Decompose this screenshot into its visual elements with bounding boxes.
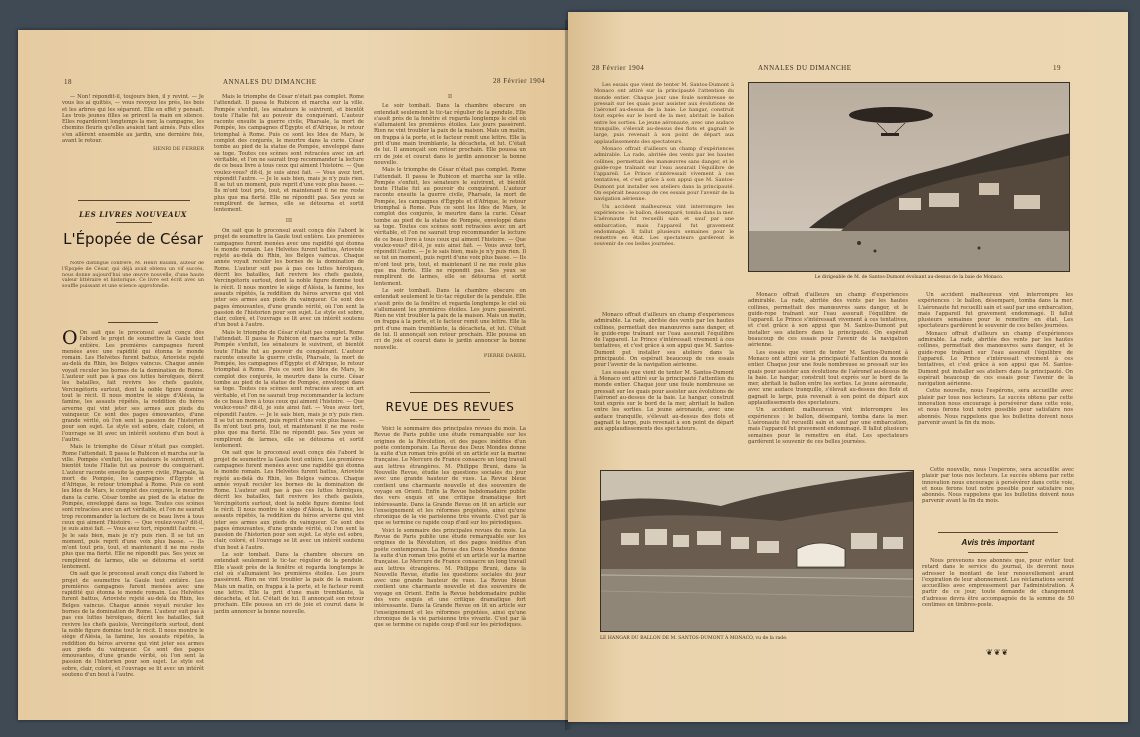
right-col3 <box>918 292 1073 462</box>
paragraph: Mais le triomphe de César n'était pas complet. Rome l'attendait. Il passa le Rubicon et marcha sur la ville. Pompée s'enfuit, les sénateurs le suivirent, et bientôt toute l'Italie fut au pouvoir du conquérant. L'auteur raconte ensuite la guerre civile, Pharsale, la mort de Pompée, les campagnes d'Égypte et d'Afrique, le retour triomphal à Rome. Puis ce sont les Ides de Mars, le complot des conjurés, le meurtre dans la curie. César tombe au pied de la statue de Pompée, enveloppé dans sa toge. Toutes ces scènes sont retracées avec un art véritable, et l'on ne saurait trop recommander la lecture de ce beau livre à tous ceux qui aiment l'histoire. — Que voulez-vous? dit-il, je suis ainsi fait. — Vous avez tort, répondit l'autre. — Je le sais bien, mais je n'y puis rien. Il se tut un moment, puis reprit d'une voix plus basse. — Ils m'ont tout pris, tout, et maintenant il ne me reste plus que ma fierté. Elle ne répondit pas. Ses yeux se remplirent de larmes, elle se détourna et sortit lentement. <box>374 167 526 287</box>
right-col4-top <box>922 467 1074 529</box>
divider <box>938 532 1058 533</box>
divider <box>108 322 158 323</box>
paragraph: Cette nouvelle, nous l'espérons, sera accueillie avec plaisir par tous nos lecteurs. Le succès obtenu par cette innovation nous encourage à persévérer dans cette voie, et nous ferons tout notre possible pour satisfaire nos abonnés. Nous rappelons que les bulletins doivent nous parvenir avant la fin du mois. <box>918 388 1073 426</box>
left-col3-revue <box>374 426 526 694</box>
paragraph: Monaco offrait d'ailleurs un champ d'expériences admirable. La rade, abritée des vents par les hautes collines, permettait des manœuvres sans danger, et le guide-rope traînant sur l'eau assurait l'équilibre de l'appareil. Le Prince s'intéressait vivement à ces tentatives, et c'est grâce à son appui que M. Santos-Dumont put installer ses ateliers dans la principauté. On espérait beaucoup de ces essais pour l'avenir de la navigation aérienne. <box>594 312 734 369</box>
paragraph: On sait que le proconsul avait conçu dès l'abord le projet de soumettre la Gaule tout entière. Les premières campagnes furent menées avec une rapidité qui étonna le monde romain. Les Helvètes furent battus, Arioviste rejeté au-delà du Rhin, les Belges vaincus. Chaque année voyait reculer les bornes de la domination de Rome. L'auteur suit pas à pas ces luttes héroïques, décrit les batailles, fait revivre les chefs gaulois, Vercingétorix surtout, dont la noble figure domine tout le récit. Il nous montre le siège d'Alésia, la famine, les assauts répétés, la reddition du héros arverne qui vint jeter ses armes aux pieds du vainqueur. Ce sont des pages émouvantes, d'une grande vérité, où l'on sent la passion de l'historien pour son sujet. Le style est sobre, clair, coloré, et l'ouvrage se lit avec un intérêt soutenu d'un bout à l'autre. <box>62 330 204 444</box>
monaco-hangar-image <box>601 471 914 632</box>
paragraph: Mais le triomphe de César n'était pas complet. Rome l'attendait. Il passa le Rubicon et marcha sur la ville. Pompée s'enfuit, les sénateurs le suivirent, et bientôt toute l'Italie fut au pouvoir du conquérant. L'auteur raconte ensuite la guerre civile, Pharsale, la mort de Pompée, les campagnes d'Égypte et d'Afrique, le retour triomphal à Rome. Puis ce sont les Ides de Mars, le complot des conjurés, le meurtre dans la curie. César tombe au pied de la statue de Pompée, enveloppé dans sa toge. Toutes ces scènes sont retracées avec un art véritable, et l'on ne saurait trop recommander la lecture de ce beau livre à tous ceux qui aiment l'histoire. — Que voulez-vous? dit-il, je suis ainsi fait. — Vous avez tort, répondit l'autre. — Je le sais bien, mais je n'y puis rien. Il se tut un moment, puis reprit d'une voix plus basse. — Ils m'ont tout pris, tout, et maintenant il ne me reste plus que ma fierté. Elle ne répondit pas. Ses yeux se remplirent de larmes, elle se détourna et sortit lentement. <box>214 329 364 450</box>
left-col1-top <box>62 94 204 192</box>
divider <box>116 222 152 223</box>
spacer-8 <box>920 467 921 468</box>
section-kicker: LES LIVRES NOUVEAUX <box>79 210 187 219</box>
paragraph: — Non! répondit-il, toujours bien, il y revint. — Je vous les ai quittés, — vous revoyez les prés, les bois et les arbres qui les séparent. Elle en effet y pensait. Les trois jeunes filles se prirent la main en silence. Elles regardèrent longtemps la mer, la campagne, les chemins fleuris qu'elles avaient tant aimés. Puis elles s'en allèrent ensemble au jardin, une dernière fois, avant le retour. <box>62 94 204 145</box>
paragraph: Le soir tombait. Dans la chambre obscure on entendait seulement le tic-tac régulier de la pendule. Elle s'assit près de la fenêtre et regarda longtemps le ciel où s'allumaient les premières étoiles. Les jours passèrent. Rien ne vint troubler la paix de la maison. Mais un matin, on frappa à la porte, et le facteur remit une lettre. Elle la prit d'une main tremblante, la décacheta, et lut. C'était de lui. Il annonçait son retour prochain. Elle poussa un cri de joie et courut dans le jardin annoncer la bonne nouvelle. <box>374 287 526 351</box>
paragraph: Mais le triomphe de César n'était pas complet. Rome l'attendait. Il passa le Rubicon et marcha sur la ville. Pompée s'enfuit, les sénateurs le suivirent, et bientôt toute l'Italie fut au pouvoir du conquérant. L'auteur raconte ensuite la guerre civile, Pharsale, la mort de Pompée, les campagnes d'Égypte et d'Afrique, le retour triomphal à Rome. Puis ce sont les Ides de Mars, le complot des conjurés, le meurtre dans la curie. César tombe au pied de la statue de Pompée, enveloppé dans sa toge. Toutes ces scènes sont retracées avec un art véritable, et l'on ne saurait trop recommander la lecture de ce beau livre à tous ceux qui aiment l'histoire. — Que voulez-vous? dit-il, je suis ainsi fait. — Vous avez tort, répondit l'autre. — Je le sais bien, mais je n'y puis rien. Il se tut un moment, puis reprit d'une voix plus basse. — Ils m'ont tout pris, tout, et maintenant il ne me reste plus que ma fierté. Elle ne répondit pas. Ses yeux se remplirent de larmes, elle se détourna et sortit lentement. <box>62 444 204 570</box>
paragraph: Monaco offrait d'ailleurs un champ d'expériences admirable. La rade, abritée des vents par les hautes collines, permettait des manœuvres sans danger, et le guide-rope traînant sur l'eau assurait l'équilibre de l'appareil. Le Prince s'intéressait vivement à ces tentatives, et c'est grâce à son appui que M. Santos-Dumont put installer ses ateliers dans la principauté. On espérait beaucoup de ces essais pour l'avenir de la navigation aérienne. <box>748 292 908 349</box>
paragraph: Mais le triomphe de César n'était pas complet. Rome l'attendait. Il passa le Rubicon et marcha sur la ville. Pompée s'enfuit, les sénateurs le suivirent, et bientôt toute l'Italie fut au pouvoir du conquérant. L'auteur raconte ensuite la guerre civile, Pharsale, la mort de Pompée, les campagnes d'Égypte et d'Afrique, le retour triomphal à Rome. Puis ce sont les Ides de Mars, le complot des conjurés, le meurtre dans la curie. César tombe au pied de la statue de Pompée, enveloppé dans sa toge. Toutes ces scènes sont retracées avec un art véritable, et l'on ne saurait trop recommander la lecture de ce beau livre à tous ceux qui aiment l'histoire. — Que voulez-vous? dit-il, je suis ainsi fait. — Vous avez tort, répondit l'autre. — Je le sais bien, mais je n'y puis rien. Il se tut un moment, puis reprit d'une voix plus basse. — Ils m'ont tout pris, tout, et maintenant il ne me reste plus que ma fierté. Elle ne répondit pas. Ses yeux se remplirent de larmes, elle se détourna et sortit lentement. <box>214 94 364 214</box>
divider <box>78 200 190 201</box>
paragraph: On sait que le proconsul avait conçu dès l'abord le projet de soumettre la Gaule tout entière. Les premières campagnes furent menées avec une rapidité qui étonna le monde romain. Les Helvètes furent battus, Arioviste rejeté au-delà du Rhin, les Belges vaincus. Chaque année voyait reculer les bornes de la domination de Rome. L'auteur suit pas à pas ces luttes héroïques, décrit les batailles, fait revivre les chefs gaulois, Vercingétorix surtout, dont la noble figure domine tout le récit. Il nous montre le siège d'Alésia, la famine, les assauts répétés, la reddition du héros arverne qui vint jeter ses armes aux pieds du vainqueur. Ce sont des pages émouvantes, d'une grande vérité, où l'on sent la passion de l'historien pour son sujet. Le style est sobre, clair, coloré, et l'ouvrage se lit avec un intérêt soutenu d'un bout à l'autre. <box>214 450 364 551</box>
section-marker: III <box>285 217 293 224</box>
divider <box>410 419 490 420</box>
paragraph: Voici le sommaire des principales revues du mois. La Revue de Paris publie une étude remarquable sur les origines de la Révolution, et des pages inédites d'un poète contemporain. La Revue des Deux Mondes donne la suite d'un roman très goûté et un article sur la marine française. Le Mercure de France consacre un long travail aux lettres étrangères. M. Philippe Bruni, dans la Nouvelle Revue, étudie les questions sociales du jour avec une grande hauteur de vues. La Revue bleue contient une charmante nouvelle et des souvenirs de voyage en Orient. Enfin la Revue hebdomadaire publie des vers exquis et une critique dramatique fort intéressante. Dans la Grande Revue on lit un article sur l'enseignement et les réformes projetées, ainsi qu'une chronique de la vie parisienne très vivante. C'est par là que se termine ce rapide coup d'œil sur les périodiques. <box>374 527 526 629</box>
paragraph: Voici le sommaire des principales revues du mois. La Revue de Paris publie une étude remarquable sur les origines de la Révolution, et des pages inédites d'un poète contemporain. La Revue des Deux Mondes donne la suite d'un roman très goûté et un article sur la marine française. Le Mercure de France consacre un long travail aux lettres étrangères. M. Philippe Bruni, dans la Nouvelle Revue, étudie les questions sociales du jour avec une grande hauteur de vues. La Revue bleue contient une charmante nouvelle et des souvenirs de voyage en Orient. Enfin la Revue hebdomadaire publie des vers exquis et une critique dramatique fort intéressante. Dans la Grande Revue on lit un article sur l'enseignement et les réformes projetées, ainsi qu'une chronique de la vie parisienne très vivante. C'est par là que se termine ce rapide coup d'œil sur les périodiques. <box>374 426 526 527</box>
paragraph: Un accident malheureux vint interrompre les expériences : le ballon, désemparé, tomba dans la mer. L'aéronaute fut recueilli sain et sauf par une embarcation, mais l'appareil fut gravement endommagé. Il fallut plusieurs semaines pour le remettre en état. Les spectateurs gardèrent le souvenir de ces belles journées. <box>748 407 908 445</box>
revue-title: REVUE DES REVUES <box>385 400 515 414</box>
divider <box>968 552 1028 553</box>
left-col1-body <box>62 330 204 692</box>
left-page-number: 18 <box>64 78 72 86</box>
paragraph: Les essais que vient de tenter M. Santos-Dumont à Monaco ont attiré sur la principauté l'attention du monde entier. Chaque jour une foule nombreuse se pressait sur les quais pour assister aux évolutions de l'aéronef au-dessus de la baie. Le hangar, construit tout exprès sur le bord de la mer, abritait le ballon entre les sorties. Le jeune aéronaute, avec une audace tranquille, s'élevait au-dessus des flots et gagnait le large, puis revenait à son point de départ aux applaudissements des spectateurs. <box>748 349 908 407</box>
right-col1-top <box>594 82 734 312</box>
paragraph: Les essais que vient de tenter M. Santos-Dumont à Monaco ont attiré sur la principauté l'attention du monde entier. Chaque jour une foule nombreuse se pressait sur les quais pour assister aux évolutions de l'aéronef au-dessus de la baie. Le hangar, construit tout exprès sur le bord de la mer, abritait le ballon entre les sorties. Le jeune aéronaute, avec une audace tranquille, s'élevait au-dessus des flots et gagnait le large, puis revenait à son point de départ aux applaudissements des spectateurs. <box>594 82 734 145</box>
signature: PIERRE DARIEL <box>483 352 526 359</box>
right-col2 <box>748 292 908 462</box>
left-running-title: ANNALES DU DIMANCHE <box>223 78 317 86</box>
right-page <box>568 12 1128 722</box>
avis-title: Avis très important <box>961 538 1035 547</box>
airship-over-bay-image <box>749 83 1070 272</box>
left-col3-top <box>374 94 526 394</box>
avis-body <box>922 558 1074 646</box>
paragraph: Les essais que vient de tenter M. Santos-Dumont à Monaco ont attiré sur la principauté l'attention du monde entier. Chaque jour une foule nombreuse se pressait sur les quais pour assister aux évolutions de l'aéronef au-dessus de la baie. Le hangar, construit tout exprès sur le bord de la mer, abritait le ballon entre les sorties. Le jeune aéronaute, avec une audace tranquille, s'élevait au-dessus des flots et gagnait le large, puis revenait à son point de départ aux applaudissements des spectateurs. <box>594 369 734 433</box>
left-page <box>18 30 578 720</box>
paragraph: Un accident malheureux vint interrompre les expériences : le ballon, désemparé, tomba dans la mer. L'aéronaute fut recueilli sain et sauf par une embarcation, mais l'appareil fut gravement endommagé. Il fallut plusieurs semaines pour le remettre en état. Les spectateurs gardèrent le souvenir de ces belles journées. <box>594 203 734 248</box>
paragraph: Le soir tombait. Dans la chambre obscure on entendait seulement le tic-tac régulier de la pendule. Elle s'assit près de la fenêtre et regarda longtemps le ciel où s'allumaient les premières étoiles. Les jours passèrent. Rien ne vint troubler la paix de la maison. Mais un matin, on frappa à la porte, et le facteur remit une lettre. Elle la prit d'une main tremblante, la décacheta, et lut. C'était de lui. Il annonçait son retour prochain. Elle poussa un cri de joie et courut dans le jardin annoncer la bonne nouvelle. <box>214 552 364 615</box>
right-page-number: 19 <box>1053 64 1061 72</box>
paragraph: Cette nouvelle, nous l'espérons, sera accueillie avec plaisir par tous nos lecteurs. Le succès obtenu par cette innovation nous encourage à persévérer dans cette voie, et nous ferons tout notre possible pour satisfaire nos abonnés. Nous rappelons que les bulletins doivent nous parvenir avant la fin du mois. <box>922 467 1074 505</box>
hangar-photo <box>600 470 914 632</box>
signature: HENRI DE FERRER <box>152 146 204 153</box>
right-running-title: ANNALES DU DIMANCHE <box>758 64 852 72</box>
paragraph: On sait que le proconsul avait conçu dès l'abord le projet de soumettre la Gaule tout entière. Les premières campagnes furent menées avec une rapidité qui étonna le monde romain. Les Helvètes furent battus, Arioviste rejeté au-delà du Rhin, les Belges vaincus. Chaque année voyait reculer les bornes de la domination de Rome. L'auteur suit pas à pas ces luttes héroïques, décrit les batailles, fait revivre les chefs gaulois, Vercingétorix surtout, dont la noble figure domine tout le récit. Il nous montre le siège d'Alésia, la famine, les assauts répétés, la reddition du héros arverne qui vint jeter ses armes aux pieds du vainqueur. Ce sont des pages émouvantes, d'une grande vérité, où l'on sent la passion de l'historien pour son sujet. Le style est sobre, clair, coloré, et l'ouvrage se lit avec un intérêt soutenu d'un bout à l'autre. <box>214 227 364 329</box>
article-intro <box>62 261 204 311</box>
paragraph: Monaco offrait d'ailleurs un champ d'expériences admirable. La rade, abritée des vents par les hautes collines, permettait des manœuvres sans danger, et le guide-rope traînant sur l'eau assurait l'équilibre de l'appareil. Le Prince s'intéressait vivement à ces tentatives, et c'est grâce à son appui que M. Santos-Dumont put installer ses ateliers dans la principauté. On espérait beaucoup de ces essais pour l'avenir de la navigation aérienne. <box>918 330 1073 388</box>
left-date: 28 Février 1904 <box>493 77 546 85</box>
article-title: L'Épopée de César <box>63 230 203 248</box>
paragraph: Monaco offrait d'ailleurs un champ d'expériences admirable. La rade, abritée des vents par les hautes collines, permettait des manœuvres sans danger, et le guide-rope traînant sur l'eau assurait l'équilibre de l'appareil. Le Prince s'intéressait vivement à ces tentatives, et c'est grâce à son appui que M. Santos-Dumont put installer ses ateliers dans la principauté. On espérait beaucoup de ces essais pour l'avenir de la navigation aérienne. <box>594 145 734 203</box>
paragraph: Un accident malheureux vint interrompre les expériences : le ballon, désemparé, tomba dans la mer. L'aéronaute fut recueilli sain et sauf par une embarcation, mais l'appareil fut gravement endommagé. Il fallut plusieurs semaines pour le remettre en état. Les spectateurs gardèrent le souvenir de ces belles journées. <box>918 292 1073 330</box>
drop-cap: O <box>62 330 78 349</box>
section-marker: II <box>447 94 453 100</box>
bottom-photo-caption: LE HANGAR DU BALLON DE M. SANTOS-DUMONT À MONACO, vu de la rade. <box>600 636 788 641</box>
paragraph: Notre distingué confrère, M. Henri Baudin, auteur de l'Épopée de César, qui déjà avait obtenu un vif succès, nous donne aujourd'hui une œuvre nouvelle, d'une haute valeur littéraire et historique. Ce livre est écrit avec un souffle puissant et une science approfondie. <box>62 261 204 290</box>
divider <box>410 392 490 393</box>
end-ornament: ❦❦❦ <box>986 648 1010 657</box>
paragraph: Nous prévenons nos abonnés que, pour éviter tout retard dans le service du journal, ils devront nous adresser le montant de leur renouvellement avant l'expiration de leur abonnement. Les réclamations seront accueillies avec empressement par l'administration. À partir de ce jour, toute demande de changement d'adresse devra être accompagnée de la somme de 50 centimes en timbres-poste. <box>922 558 1074 609</box>
airship-photo <box>748 82 1070 272</box>
top-photo-caption: Le dirigeable de M. de Santos-Dumont évoluant au-dessus de la baie de Monaco. <box>814 275 1004 280</box>
right-date: 28 Février 1904 <box>592 64 645 72</box>
paragraph: On sait que le proconsul avait conçu dès l'abord le projet de soumettre la Gaule tout entière. Les premières campagnes furent menées avec une rapidité qui étonna le monde romain. Les Helvètes furent battus, Arioviste rejeté au-delà du Rhin, les Belges vaincus. Chaque année voyait reculer les bornes de la domination de Rome. L'auteur suit pas à pas ces luttes héroïques, décrit les batailles, fait revivre les chefs gaulois, Vercingétorix surtout, dont la noble figure domine tout le récit. Il nous montre le siège d'Alésia, la famine, les assauts répétés, la reddition du héros arverne qui vint jeter ses armes aux pieds du vainqueur. Ce sont des pages émouvantes, d'une grande vérité, où l'on sent la passion de l'historien pour son sujet. Le style est sobre, clair, coloré, et l'ouvrage se lit avec un intérêt soutenu d'un bout à l'autre. <box>62 571 204 679</box>
right-col1-mid <box>594 312 734 462</box>
paragraph: Le soir tombait. Dans la chambre obscure on entendait seulement le tic-tac régulier de la pendule. Elle s'assit près de la fenêtre et regarda longtemps le ciel où s'allumaient les premières étoiles. Les jours passèrent. Rien ne vint troubler la paix de la maison. Mais un matin, on frappa à la porte, et le facteur remit une lettre. Elle la prit d'une main tremblante, la décacheta, et lut. C'était de lui. Il annonçait son retour prochain. Elle poussa un cri de joie et courut dans le jardin annoncer la bonne nouvelle. <box>374 103 526 166</box>
left-col2 <box>214 94 364 694</box>
